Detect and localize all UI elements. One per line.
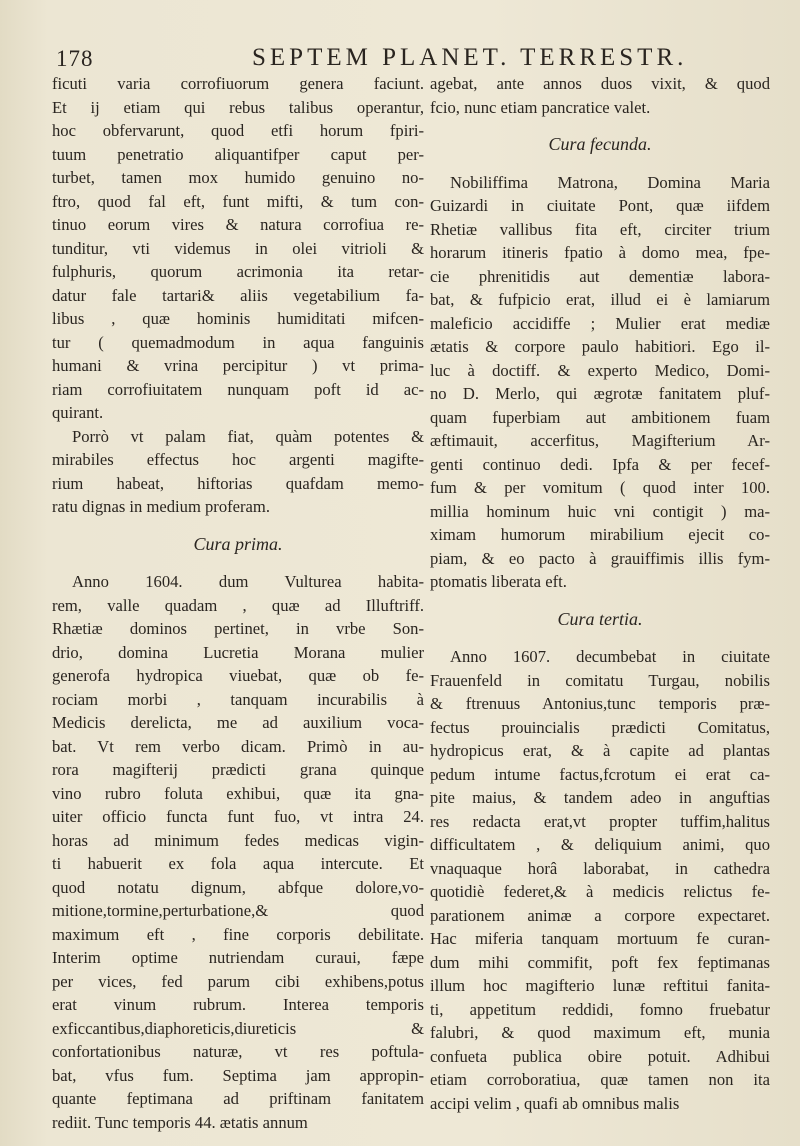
text-line: æftimauit, accerfitus, Magifterium Ar- — [430, 431, 770, 450]
text-line: bat, & fufpicio erat, illud ei è lamiarum — [430, 290, 770, 309]
text-line: uiter officio functa funt fuo, vt intra 24. — [52, 807, 424, 826]
text-line: rora magifterij prædicti grana quinque — [52, 760, 424, 779]
text-line: horarum itineris fpatio à domo mea, fpe- — [430, 243, 770, 262]
cura-tertia-paragraph — [430, 645, 770, 1115]
text-line: drio, domina Lucretia Morana mulier — [52, 642, 424, 662]
text-line: pedum intume factus,fcrotum ei erat ca- — [430, 764, 770, 784]
text-line: libus , quæ hominis humiditati mifcen- — [52, 309, 424, 328]
text-line: confortationibus naturæ, vt res poftula- — [52, 1042, 424, 1061]
text-line: rium habeat, hiftorias quafdam memo- — [52, 473, 424, 493]
text-line: rem, valle quadam , quæ ad Illuftriff. — [52, 595, 424, 615]
right-column — [430, 72, 770, 1115]
text-line: ti, appetitum reddidi, fomno fruebatur — [430, 999, 770, 1019]
text-line: quotidiè federet,& à medicis relictus fe- — [430, 882, 770, 901]
text-line: rociam morbi , tanquam incurabilis à — [52, 689, 424, 709]
text-line: dum mihi commifit, poft fex feptimanas — [430, 952, 770, 972]
text-line: cie phrenitidis aut dementiæ labora- — [430, 266, 770, 286]
text-line: difficultatem , & deliquium animi, quo — [430, 835, 770, 854]
text-line: ætatis & corpore paulo habitiori. Ego il- — [430, 337, 770, 356]
text-line: fum & per vomitum ( quod inter 100. — [430, 478, 770, 497]
text-line: horas ad minimum fedes medicas vigin- — [52, 830, 424, 850]
text-line: ti habuerit ex fola aqua intercute. Et — [52, 854, 424, 873]
left-paragraph-2 — [52, 425, 424, 519]
heading-cura-prima: Cura prima. — [193, 533, 283, 554]
right-intro-paragraph — [430, 72, 770, 119]
text-line: Medicis derelicta, me ad auxilium voca- — [52, 713, 424, 732]
text-line: mitione,tormine,perturbatione,& quod — [52, 901, 424, 920]
text-line: Interim optime nutriendam curaui, fæpe — [52, 948, 424, 967]
text-line: riam corrofiuitatem nunquam poft id ac- — [52, 379, 424, 399]
text-line: ftro, quod fal eft, funt mifti, & tum con- — [52, 191, 424, 211]
text-line: accipi velim , quafi ab omnibus malis — [430, 1093, 680, 1113]
text-line: hydropicus erat, & à capite ad plantas — [430, 741, 770, 760]
text-line: tuum penetratio aliquantifper caput per- — [52, 144, 424, 164]
text-line: pite maius, & tandem adeo in anguftias — [430, 788, 770, 807]
text-line: quod notatu dignum, abfque dolore,vo- — [52, 877, 424, 897]
text-line: maximum eft , fine corporis debilitate. — [52, 924, 424, 944]
text-line: falubri, & quod maximum eft, munia — [430, 1023, 770, 1042]
text-line: Porrò vt palam fiat, quàm potentes & — [72, 426, 424, 446]
cura-prima-paragraph — [52, 570, 424, 1134]
text-line: ptomatis liberata eft. — [430, 572, 567, 591]
text-line: Nobiliffima Matrona, Domina Maria — [450, 172, 770, 192]
text-line: tur ( quemadmodum in aqua fanguinis — [52, 332, 424, 352]
text-line: illum hoc magifterio lunæ reftitui fanita- — [430, 976, 770, 995]
text-line: ficuti varia corrofiuorum genera faciunt. — [52, 74, 424, 93]
text-line: genti continuo dedi. Ipfa & per fecef- — [430, 454, 770, 474]
text-line: quam fuperbiam aut ambitionem fuam — [430, 407, 770, 427]
text-line: Rhætiæ dominos pertinet, in vrbe Son- — [52, 619, 424, 638]
page-header — [56, 36, 766, 76]
text-line: hoc obfervarunt, quod etfi horum fpiri- — [52, 121, 424, 140]
text-line: fulphuris, quorum acrimonia ita retar- — [52, 262, 424, 281]
text-line: Anno 1607. decumbebat in ciuitate — [450, 647, 770, 666]
text-line: bat, vfus fum. Septima jam appropin- — [52, 1065, 424, 1085]
text-line: etiam corroboratiua, quæ tamen non ita — [430, 1070, 770, 1089]
text-line: confueta publica obire potuit. Adhibui — [430, 1046, 770, 1066]
heading-cura-tertia: Cura tertia. — [557, 608, 643, 629]
text-line: luc à doctiff. & experto Medico, Domi- — [430, 360, 770, 380]
text-line: tunditur, vti videmus in olei vitrioli & — [52, 238, 424, 258]
text-line: parationem animæ a corpore expectaret. — [430, 905, 770, 925]
text-line: Frauenfeld in comitatu Turgau, nobilis — [430, 670, 770, 690]
page-number: 178 — [56, 46, 94, 71]
text-line: vnaquaque horâ laborabat, in cathedra — [430, 858, 770, 878]
text-line: humani & vrina percipitur ) vt prima- — [52, 356, 424, 375]
text-line: Hac miferia tanquam mortuum fe curan- — [430, 929, 770, 948]
text-line: maleficio accidiffe ; Mulier erat mediæ — [430, 313, 770, 333]
text-line: piam, & eo pacto à grauiffimis illis fym- — [430, 548, 770, 568]
text-line: Guizardi in ciuitate Pont, quæ iifdem — [430, 196, 770, 215]
left-column — [52, 72, 424, 1134]
text-line: Et ij etiam qui rebus talibus operantur, — [52, 97, 424, 117]
cura-secunda-paragraph — [430, 171, 770, 594]
text-line: fcio, nunc etiam pancratice valet. — [430, 97, 651, 117]
text-line: fectus prouincialis prædicti Comitatus, — [430, 717, 770, 737]
text-line: quirant. — [52, 403, 104, 422]
text-line: generofa hydropica viuebat, quæ ob fe- — [52, 666, 424, 685]
text-line: mirabiles effectus hoc argenti magifte- — [52, 450, 424, 469]
left-intro-paragraph — [52, 72, 424, 425]
text-line: ratu dignas in medium proferam. — [52, 497, 270, 516]
text-line: Rhetiæ vallibus fita eft, circiter trium — [430, 219, 770, 239]
text-line: per vices, fed parum cibi exhibens,potus — [52, 971, 424, 991]
text-line: ximam humorum mirabilium ejecit co- — [430, 525, 770, 544]
running-title: SEPTEM PLANET. TERRESTR. — [252, 44, 688, 71]
text-line: millia hominum huic vni contigit ) ma- — [430, 501, 770, 521]
text-line: exficcantibus,diaphoreticis,diureticis & — [52, 1018, 424, 1038]
text-line: rediit. Tunc temporis 44. ætatis annum — [52, 1112, 308, 1132]
text-line: quante feptimana ad priftinam fanitatem — [52, 1089, 424, 1108]
text-line: erat vinum rubrum. Interea temporis — [52, 995, 424, 1014]
text-line: no D. Merlo, qui ægrotæ fanitatem pluf- — [430, 384, 770, 403]
text-line: turbet, tamen mox humido genuino no- — [52, 168, 424, 187]
text-line: bat. Vt rem verbo dicam. Primò in au- — [52, 736, 424, 756]
text-line: res redacta erat,vt propter tuffim,halitus — [430, 811, 770, 831]
text-line: tinuo eorum vires & natura corrofiua re- — [52, 215, 424, 234]
text-line: datur fale tartari& aliis vegetabilium fa- — [52, 285, 424, 305]
text-line: Anno 1604. dum Vulturea habita- — [72, 572, 424, 591]
text-line: agebat, ante annos duos vixit, & quod — [430, 74, 770, 93]
text-line: & ftrenuus Antonius,tunc temporis præ- — [430, 694, 770, 713]
text-line: vino rubro foluta exhibui, quæ ita gna- — [52, 783, 424, 803]
heading-cura-secunda: Cura fecunda. — [548, 134, 652, 154]
